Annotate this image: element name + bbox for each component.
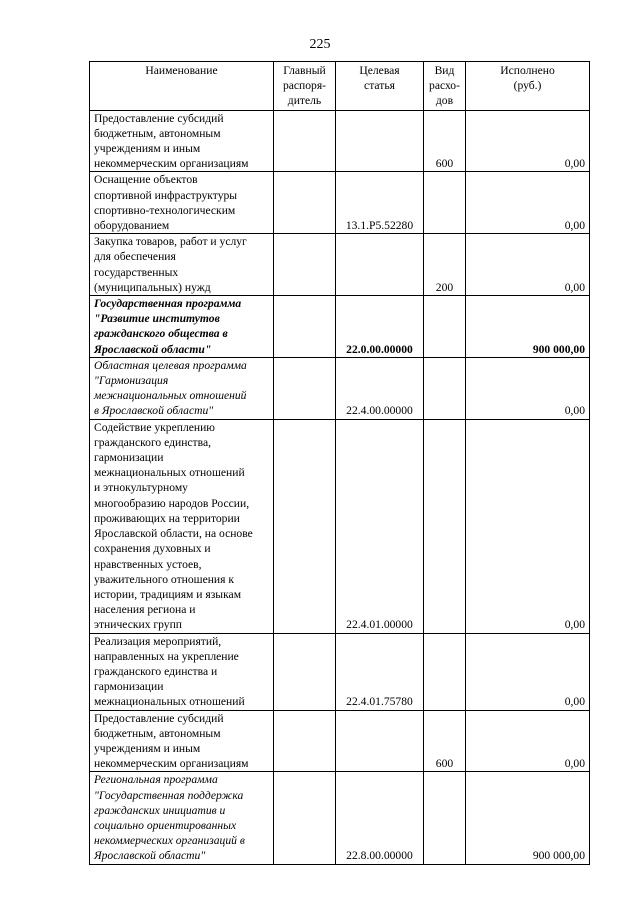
- header-executed-amount: Исполнено (руб.): [466, 62, 590, 111]
- row-expense-type-cell: 600: [424, 710, 466, 772]
- row-amount-cell: 900 000,00: [466, 296, 590, 358]
- row-target-article-cell: 13.1.P5.52280: [336, 172, 424, 234]
- table-row: [90, 172, 590, 234]
- header-chief-administrator: Главный распоря- дитель: [274, 62, 336, 111]
- row-administrator-cell: [274, 357, 336, 419]
- page-number: 225: [309, 37, 331, 52]
- row-target-article-cell: [336, 234, 424, 296]
- table-row: [90, 772, 590, 864]
- row-administrator-cell: [274, 110, 336, 172]
- row-expense-type-cell: [424, 419, 466, 633]
- row-target-article-cell: 22.4.01.00000: [336, 419, 424, 633]
- header-target-article: Целевая статья: [336, 62, 424, 111]
- row-administrator-cell: [274, 419, 336, 633]
- row-name-cell: Оснащение объектов спортивной инфраструктуры спортивно-технологическим оборудованием: [90, 172, 274, 234]
- row-amount-cell: 0,00: [466, 357, 590, 419]
- header-expense-type: Вид расхо- дов: [424, 62, 466, 111]
- row-administrator-cell: [274, 710, 336, 772]
- row-expense-type-cell: [424, 357, 466, 419]
- row-administrator-cell: [274, 296, 336, 358]
- row-amount-cell: 0,00: [466, 172, 590, 234]
- row-name-cell: Содействие укреплению гражданского единства, гармонизации межнациональных отношений и этнокультурному многообразию народов России, проживающих на территории Ярославской области, на основе сохранения духовных и нравственных устоев, уважительного отношения к истории, традициям и языкам населения региона и этнических групп: [90, 419, 274, 633]
- row-expense-type-cell: 600: [424, 110, 466, 172]
- row-administrator-cell: [274, 172, 336, 234]
- row-name-cell: Областная целевая программа "Гармонизация межнациональных отношений в Ярославской области": [90, 357, 274, 419]
- table-row: [90, 633, 590, 710]
- row-name-cell: Реализация мероприятий, направленных на укрепление гражданского единства и гармонизации межнациональных отношений: [90, 633, 274, 710]
- row-expense-type-cell: [424, 633, 466, 710]
- row-name-cell: Закупка товаров, работ и услуг для обеспечения государственных (муниципальных) нужд: [90, 234, 274, 296]
- budget-execution-table: [89, 61, 590, 865]
- row-name-cell: Региональная программа "Государственная поддержка гражданских инициатив и социально ориентированных некоммерческих организаций в Ярославской области": [90, 772, 274, 864]
- row-administrator-cell: [274, 234, 336, 296]
- row-amount-cell: 0,00: [466, 234, 590, 296]
- row-name-cell: Предоставление субсидий бюджетным, автономным учреждениям и иным некоммерческим организациям: [90, 710, 274, 772]
- table-row: [90, 110, 590, 172]
- row-target-article-cell: [336, 710, 424, 772]
- row-target-article-cell: 22.0.00.00000: [336, 296, 424, 358]
- row-name-cell: Предоставление субсидий бюджетным, автономным учреждениям и иным некоммерческим организациям: [90, 110, 274, 172]
- row-target-article-cell: 22.4.00.00000: [336, 357, 424, 419]
- row-target-article-cell: 22.4.01.75780: [336, 633, 424, 710]
- row-target-article-cell: 22.8.00.00000: [336, 772, 424, 864]
- row-expense-type-cell: 200: [424, 234, 466, 296]
- row-expense-type-cell: [424, 172, 466, 234]
- table-row: [90, 296, 590, 358]
- row-administrator-cell: [274, 633, 336, 710]
- row-expense-type-cell: [424, 296, 466, 358]
- row-name-cell: Государственная программа "Развитие институтов гражданского общества в Ярославской области": [90, 296, 274, 358]
- row-amount-cell: 900 000,00: [466, 772, 590, 864]
- row-amount-cell: 0,00: [466, 710, 590, 772]
- header-name: Наименование: [90, 62, 274, 111]
- row-expense-type-cell: [424, 772, 466, 864]
- row-amount-cell: 0,00: [466, 419, 590, 633]
- table-header-row: [90, 62, 590, 111]
- table-row: [90, 419, 590, 633]
- row-amount-cell: 0,00: [466, 633, 590, 710]
- table-row: [90, 710, 590, 772]
- row-administrator-cell: [274, 772, 336, 864]
- table-row: [90, 357, 590, 419]
- row-target-article-cell: [336, 110, 424, 172]
- row-amount-cell: 0,00: [466, 110, 590, 172]
- table-row: [90, 234, 590, 296]
